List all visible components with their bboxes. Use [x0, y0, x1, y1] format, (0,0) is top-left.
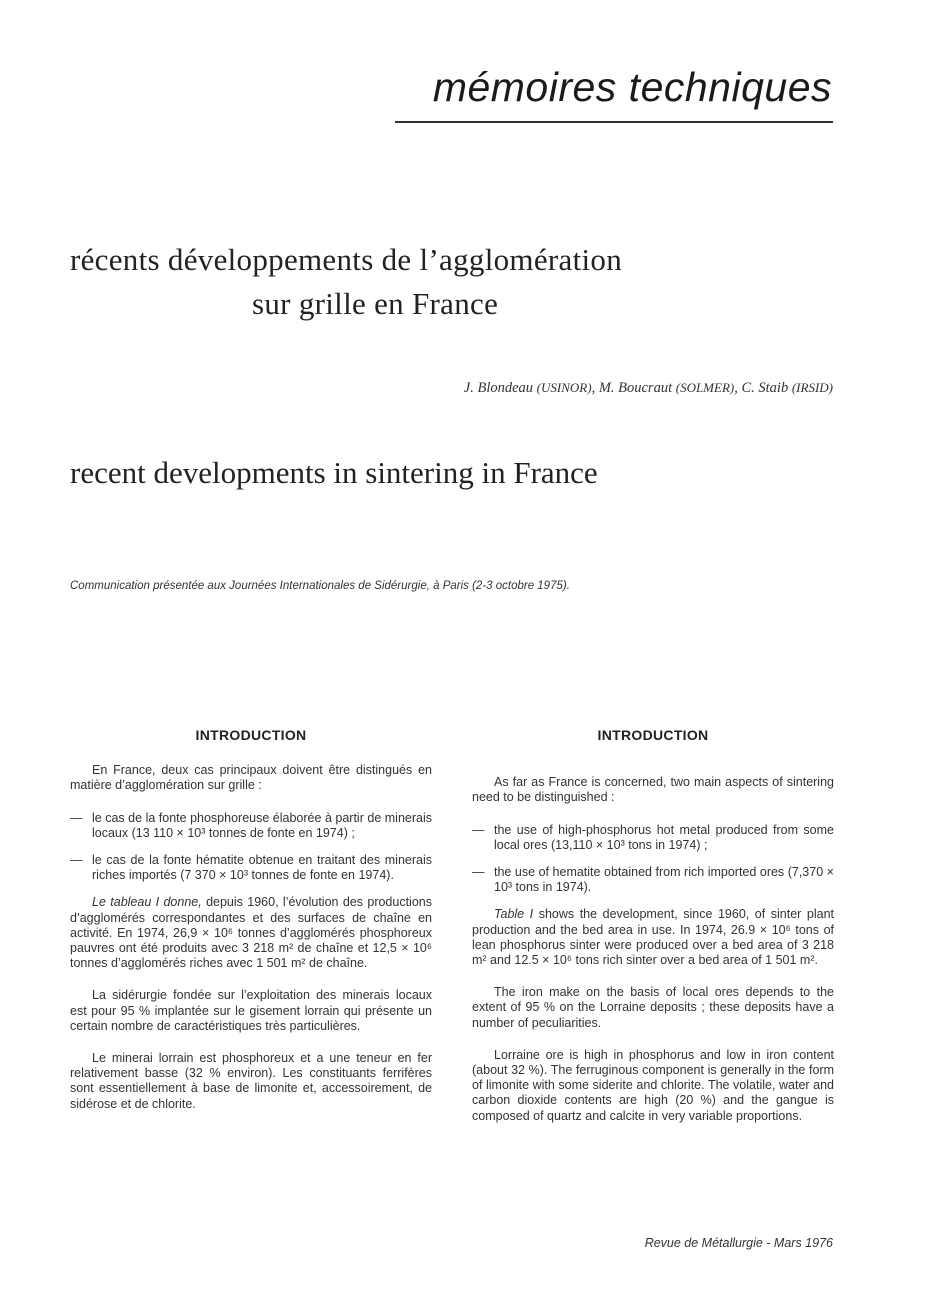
paragraph: As far as France is concerned, two main aspects of sintering need to be distinguished : — [472, 775, 834, 805]
paragraph: The iron make on the basis of local ores depends to the extent of 95 % on the Lorraine deposits ; these deposits have a number of peculiarities. — [472, 985, 834, 1030]
author-name: M. Boucraut — [598, 380, 673, 396]
paragraph-text: shows the development, since 1960, of sinter plant production and the bed area in use. In 1974, 26.9 × 10⁶ tons of lean phosphorus sinter were produced over a bed area of 3 218 m² and 12.5 × 10⁶ tons rich sinter over a bed area of 1 501 m². — [472, 907, 834, 968]
title-en: recent developments in sintering in France — [70, 455, 598, 490]
author-affiliation: (USINOR) — [536, 380, 592, 395]
dash-mark: — — [70, 853, 83, 868]
paragraph — [472, 907, 834, 968]
table-reference: Table I — [494, 907, 534, 922]
list-item — [70, 853, 432, 883]
author-name: C. Staib — [741, 380, 789, 396]
list-item-text: the use of hematite obtained from rich imported ores (7,370 × 10³ tons in 1974). — [494, 865, 834, 895]
list-item — [472, 823, 834, 853]
list-item — [472, 865, 834, 895]
title-fr-line-2: sur grille en France — [252, 286, 499, 321]
paragraph: La sidérurgie fondée sur l’exploitation des minerais locaux est pour 95 % implantée sur le gisement lorrain qui présente un certain nombre de caractéristiques très particulières. — [70, 988, 432, 1033]
column-english — [472, 728, 834, 1141]
authors: J. Blondeau (USINOR), M. Boucraut (SOLMER), C. Staib (IRSID) — [463, 380, 833, 396]
dash-mark: — — [70, 810, 83, 825]
communication-note: Communication présentée aux Journées Internationales de Sidérurgie, à Paris (2-3 octobre 1975). — [70, 580, 570, 592]
author-affiliation: (IRSID) — [791, 380, 833, 395]
section-title: mémoires techniques — [432, 64, 832, 110]
list-item-text: the use of high-phosphorus hot metal produced from some local ores (13,110 × 10³ tons in 1974) ; — [494, 822, 834, 852]
author-affiliation: (SOLMER) — [675, 380, 735, 395]
paragraph: Lorraine ore is high in phosphorus and low in iron content (about 32 %). The ferruginous component is generally in the form of limonite with some siderite and chlorite. The volatile, water and carbon dioxide contents are high (20 %) and the gangue is composed of quartz and calcite in very variable proportions. — [472, 1047, 834, 1123]
column-french — [70, 728, 432, 1129]
paragraph — [70, 895, 432, 971]
section-rule — [395, 121, 833, 123]
list-item-text: le cas de la fonte phosphoreuse élaborée à partir de minerais locaux (13 110 × 10³ tonnes de fonte en 1974) ; — [92, 810, 432, 840]
title-fr-line-1: récents développements de l’agglomération — [70, 242, 623, 277]
paragraph: Le minerai lorrain est phosphoreux et a une teneur en fer relativement basse (32 % environ). Les constituants ferrifères sont essentiellement à base de limonite et, accessoirement, de sidérose et de chlorite. — [70, 1051, 432, 1111]
paragraph-text: depuis 1960, l’évolution des productions d’agglomérés correspondantes et des surfaces de chaîne en activité. En 1974, 26,9 × 10⁶ tonnes d’agglomérés phosphoreux pauvres ont été produits avec 3 218 m² de chaîne et 12,5 × 10⁶ tonnes d’agglomérés riches avec 1 501 m² de chaîne. — [70, 895, 432, 971]
section-heading: INTRODUCTION — [195, 727, 307, 743]
list-item-text: le cas de la fonte hématite obtenue en traitant des minerais riches importés (7 370 × 10³ tonnes de fonte en 1974). — [92, 853, 432, 883]
dash-mark: — — [472, 822, 485, 837]
dash-mark: — — [472, 865, 485, 880]
table-reference: Le tableau I donne, — [92, 895, 202, 910]
paragraph: En France, deux cas principaux doivent être distingués en matière d’agglomération sur grille : — [70, 763, 432, 793]
section-heading: INTRODUCTION — [597, 727, 709, 743]
author-name: J. Blondeau — [463, 380, 534, 396]
list-item — [70, 811, 432, 841]
footer-journal: Revue de Métallurgie - Mars 1976 — [644, 1236, 833, 1250]
